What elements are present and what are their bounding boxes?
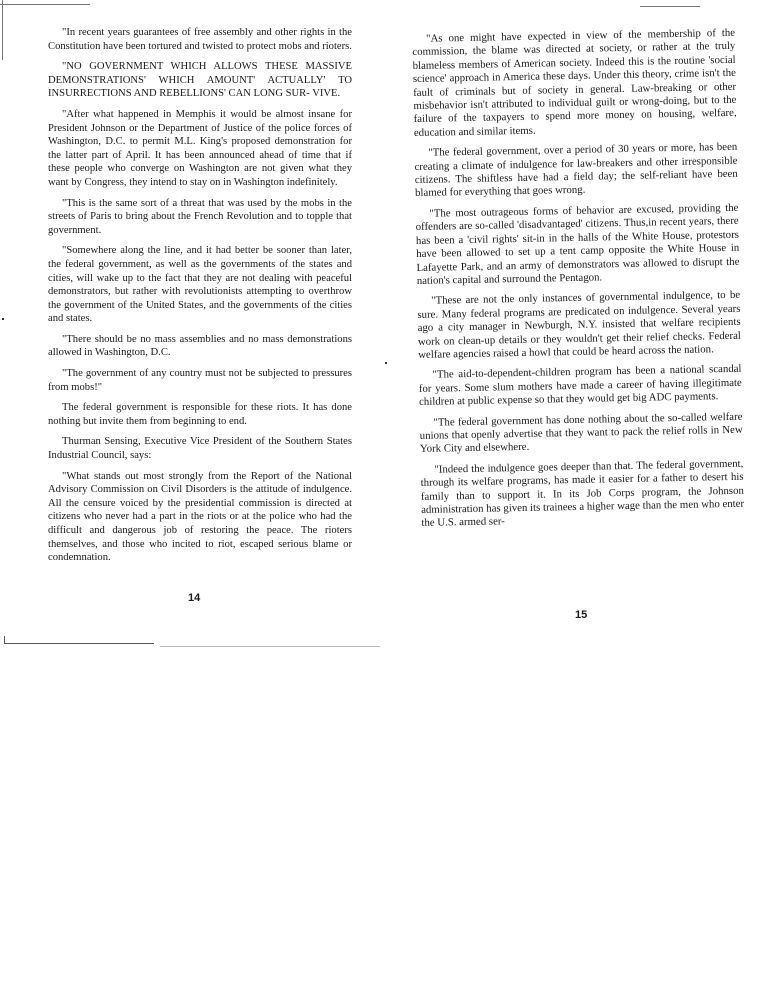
left-paragraph: Thurman Sensing, Executive Vice President of the Southern States Industrial Council, says: [48,436,352,462]
left-paragraph: "After what happened in Memphis it would be almost insane for President Johnson or the Department of Justice of the police forces of Washington, D.C. to permit M.L. King's proposed demonstration for the latter part of April. It has been announced ahead of time that if these people who converge on Washington are not given what they want by Congress, they intend to stay on in Washington indefinitely. [48,108,352,188]
left-paragraph: "The government of any country must not be subjected to pressures from mobs!" [48,368,352,393]
right-paragraph: "Indeed the indulgence goes deeper than that. The federal government, through its welfare programs, has made it easier for a father to desert his family than to support it. In its Job Corps program, the Johnson administration has given its trainees a higher wage than the men who enter the U.S. armed ser- [420,457,745,530]
left-paragraph: "In recent years guarantees of free assembly and other rights in the Constitution have been tortured and twisted to protect mobs and rioters. [48,27,352,52]
right-page-text-column [412,27,745,538]
right-paragraph: "As one might have expected in view of the membership of the commission, the blame was directed at society, or rather at the truly blameless members of American society. Indeed this is the routine 'social science' approach in America these days. Under this theory, crime isn't the fault of criminals but of society in general. Law-breaking or other misbehavior isn't attributed to individual guilt or wrong-doing, but to the failure of the taxpayers to spend more money on housing, welfare, education and similar items. [412,26,737,139]
scan-top-edge-line [640,6,700,7]
scan-bottom-edge-line [160,646,380,647]
right-paragraph: "The most outrageous forms of behavior are excused, providing the offenders are so-called 'disadvantaged' citizens. Thus,in recent years, there has been a 'civil rights' sit-in in the halls of the White House, protestors have been allowed to set up a tent camp opposite the White House in Lafayette Park, and an army of demonstrators was allowed to disrupt the nation's capital and surround the Pentagon. [415,201,740,287]
scan-top-edge-line [0,4,90,5]
left-paragraph: "NO GOVERNMENT WHICH ALLOWS THESE MASSIVE DEMONSTRATIONS' WHICH AMOUNT' ACTUALLY' TO INSURRECTIONS AND REBELLIONS' CAN LONG SUR- VIVE. [48,61,352,100]
margin-dot [2,318,4,320]
left-paragraph: "There should be no mass assemblies and no mass demonstrations allowed in Washington, D.C. [48,333,352,359]
right-paragraph: "The federal government, over a period of 30 years or more, has been creating a climate of indulgence for law-breakers and other irresponsible citizens. The shiftless have had a field day; the self-reliant have been blamed for everything that goes wrong. [414,141,738,200]
left-paragraph: "What stands out most strongly from the Report of the National Advisory Commission on Civil Disorders is the attitude of indulgence. All the censure voiced by the presidential commission is directed at citizens who never had a part in the riots or at the police who had the difficult and dangerous job of restoring the peace. The rioters themselves, and those who incited to riot, escaped serious blame or condemnation. [48,470,352,564]
left-page-number: 14 [188,592,201,604]
right-page-number: 15 [575,609,588,621]
left-page-text-column [48,26,352,572]
scan-left-corner-mark [4,636,5,644]
left-paragraph: The federal government is responsible for these riots. It has done nothing but invite them from beginning to end. [48,402,352,427]
right-paragraph: "The aid-to-dependent-children program has been a national scandal for years. Some slum mothers have made a career of having illegitimate children at public expense so that they would get big ADC payments. [418,363,742,409]
right-paragraph: "These are not the only instances of governmental indulgence, to be sure. Many federal programs are predicated on indulgence. Several years ago a city manager in Newburgh, N.Y. insisted that welfare recipients work on clean-up details or they wouldn't get their relief checks. Federal welfare agencies raised a howl that could be heard across the nation. [417,289,741,361]
scan-left-edge-line [2,0,3,60]
right-paragraph: "The federal government has done nothing about the so-called welfare unions that openly advertise that they want to pack the relief rolls in New York City and elsewhere. [419,410,743,456]
scan-bottom-edge-line [4,643,154,644]
gutter-dot [385,362,387,364]
left-paragraph: "This is the same sort of a threat that was used by the mobs in the streets of Paris to bring about the French Revolution and to topple that government. [48,197,352,236]
left-paragraph: "Somewhere along the line, and it had better be sooner than later, the federal government, as well as the governments of the states and cities, will wake up to the fact that they are not dealing with peaceful demonstrators, but rather with revolutionists attempting to overthrow the government of the United States, and the governments of the cities and states. [48,245,352,325]
